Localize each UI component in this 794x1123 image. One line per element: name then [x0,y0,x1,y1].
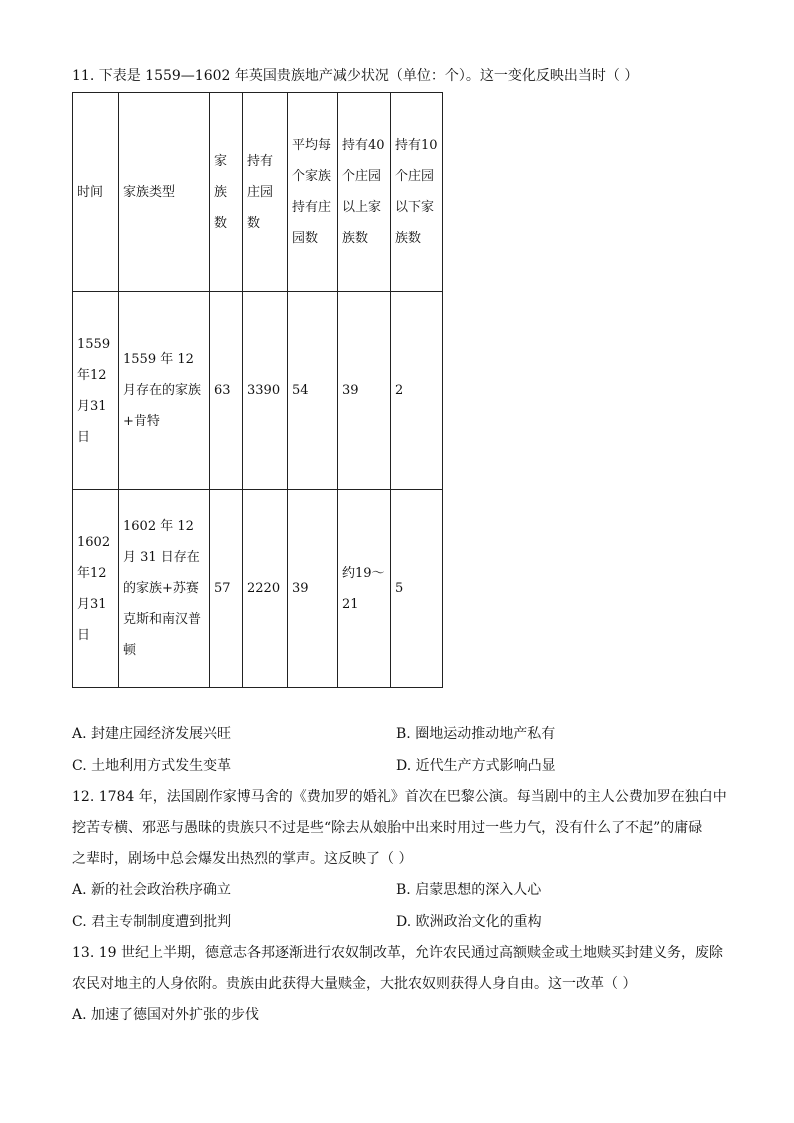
q12-stem-line-3: 之辈时，剧场中总会爆发出热烈的掌声。这反映了（ ） [72,851,413,867]
table-row [73,490,443,688]
header-cell: 持有10个庄园以下家族数 [391,93,443,292]
q12-option-b[interactable]: B. 启蒙思想的深入人心 [396,882,542,898]
table-cell: 63 [210,292,243,490]
table-cell: 54 [288,292,338,490]
table-cell: 2220 [243,490,288,688]
table-cell: 1559 年 12 月存在的家族+肯特 [119,292,210,490]
table-cell: 1602 年 12 月 31 日存在的家族+苏赛克斯和南汉普顿 [119,490,210,688]
q11-option-c[interactable]: C. 土地利用方式发生变革 [72,758,232,774]
table-header-row [73,93,443,292]
table-cell: 5 [391,490,443,688]
table-cell: 1559年12月31日 [73,292,119,490]
table-cell: 3390 [243,292,288,490]
header-cell: 持有庄园数 [243,93,288,292]
q12-option-a[interactable]: A. 新的社会政治秩序确立 [72,882,232,898]
q12-stem-line-1: 12. 1784 年，法国剧作家博马舍的《费加罗的婚礼》首次在巴黎公演。每当剧中的主人公费加罗在独白中 [72,789,727,805]
header-cell: 时间 [73,93,119,292]
q13-stem-line-2: 农民对地主的人身依附。贵族由此获得大量赎金，大批农奴则获得人身自由。这一改革（ ） [72,976,637,992]
header-cell: 持有40个庄园以上家族数 [338,93,391,292]
q13-stem-line-1: 13. 19 世纪上半期，德意志各邦逐渐进行农奴制改革，允许农民通过高额赎金或土地赎买封建义务，废除 [72,945,723,961]
q12-option-c[interactable]: C. 君主专制制度遭到批判 [72,914,232,930]
table-cell: 1602年12月31日 [73,490,119,688]
header-cell: 平均每个家族持有庄园数 [288,93,338,292]
table-cell: 约19～21 [338,490,391,688]
q13-option-a[interactable]: A. 加速了德国对外扩张的步伐 [72,1007,260,1023]
table-row [73,292,443,490]
q11-option-d[interactable]: D. 近代生产方式影响凸显 [396,758,556,774]
header-cell: 家族类型 [119,93,210,292]
table-cell: 2 [391,292,443,490]
q11-option-b[interactable]: B. 圈地运动推动地产私有 [396,726,556,742]
table-cell: 39 [288,490,338,688]
estate-table [72,92,443,688]
q11-option-a[interactable]: A. 封建庄园经济发展兴旺 [72,726,232,742]
table-cell: 39 [338,292,391,490]
header-cell: 家族数 [210,93,243,292]
q12-option-d[interactable]: D. 欧洲政治文化的重构 [396,914,542,930]
q11-stem: 11. 下表是 1559—1602 年英国贵族地产减少状况（单位：个）。这一变化反映出当时（ ） [72,68,639,84]
q12-stem-line-2: 挖苦专横、邪恶与愚昧的贵族只不过是些“除去从娘胎中出来时用过一些力气，没有什么了不起”的庸碌 [72,820,703,836]
table-cell: 57 [210,490,243,688]
